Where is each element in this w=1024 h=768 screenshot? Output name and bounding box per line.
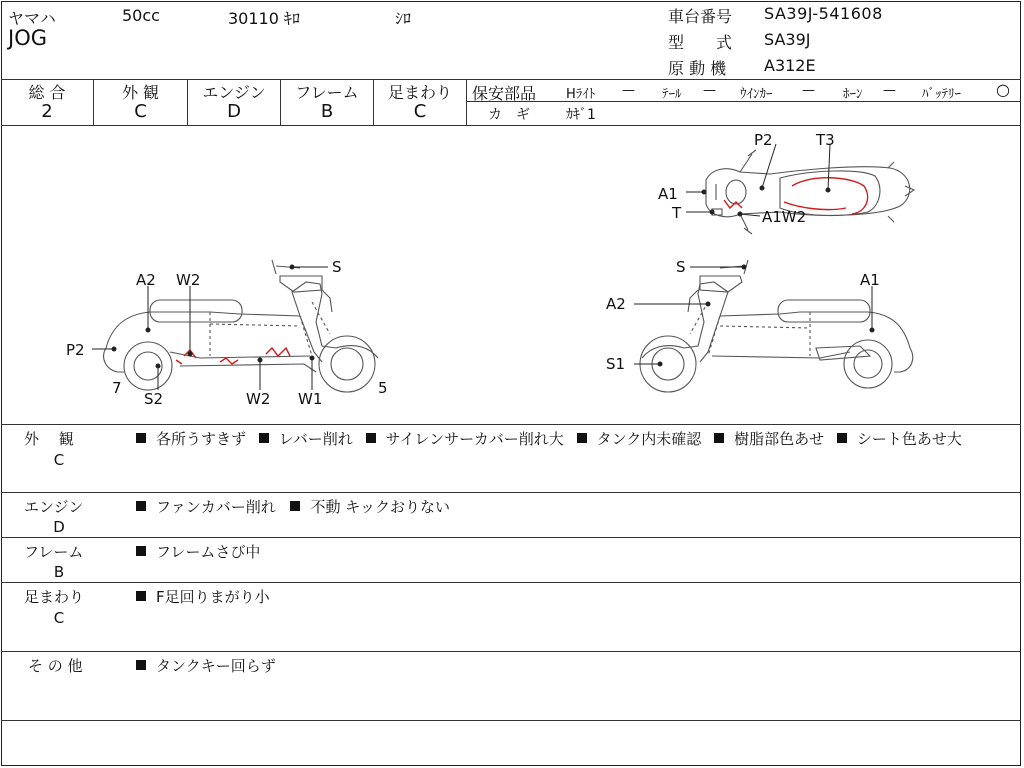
safety-battery-value: ○ — [996, 80, 1010, 99]
chassis-label: 車台番号 — [668, 7, 733, 26]
grade-overall-label: 総 合 — [28, 83, 66, 102]
divider — [1, 537, 1021, 538]
safety-headlight-label: Hﾗｲﾄ — [566, 87, 596, 102]
mileage: 30110 ｷﾛ — [228, 9, 300, 28]
divider — [1, 582, 1021, 583]
grade-engine-label: エンジン — [202, 83, 266, 102]
label-top-p2: P2 — [754, 131, 773, 149]
remark-item: タンクキー回らず — [156, 657, 276, 675]
label-left-7: 7 — [112, 379, 122, 397]
divider — [1, 424, 1021, 425]
divider — [1, 651, 1021, 652]
engine-value: A312E — [764, 56, 816, 75]
label-right-s: S — [676, 258, 686, 276]
grade-frame-label: フレーム — [295, 83, 359, 102]
bullet-icon — [136, 433, 146, 443]
color: ｼﾛ — [395, 9, 412, 28]
safety-winker-label: ｳｲﾝｶｰ — [740, 87, 773, 102]
divider — [1, 492, 1021, 493]
divider — [1, 720, 1021, 721]
label-top-t3: T3 — [816, 131, 835, 149]
damage-marks — [176, 178, 868, 364]
remark-other-category: そ の 他 — [28, 657, 83, 675]
remark-exterior-category: 外 観 — [24, 430, 74, 448]
grade-frame-value: B — [320, 101, 334, 122]
safety-headlight-value: — — [622, 83, 635, 98]
safety-battery-label: ﾊﾞｯﾃﾘｰ — [922, 87, 961, 102]
bullet-icon — [136, 501, 146, 511]
bullet-icon — [366, 433, 376, 443]
remark-frame-items — [136, 541, 260, 563]
label-left-p2: P2 — [66, 341, 85, 359]
remark-item: 樹脂部色あせ — [734, 430, 825, 448]
label-left-s2: S2 — [144, 390, 164, 408]
bullet-icon — [714, 433, 724, 443]
bullet-icon — [577, 433, 587, 443]
bullet-icon — [136, 660, 146, 670]
label-left-w1: W1 — [298, 390, 323, 408]
remark-other-items — [136, 655, 276, 677]
safety-tail-value: — — [703, 83, 716, 98]
bullet-icon — [136, 546, 146, 556]
label-left-w2-top: W2 — [176, 271, 201, 289]
label-right-a1: A1 — [860, 271, 880, 289]
grade-overall-value: 2 — [41, 101, 53, 122]
remark-item: F足回りまがり小 — [156, 588, 270, 606]
remark-item: タンク内未確認 — [596, 430, 702, 448]
grade-suspension-label: 足まわり — [387, 83, 452, 102]
remark-item: シート色あせ大 — [856, 430, 962, 448]
grade-exterior-value: C — [134, 101, 147, 122]
bullet-icon — [259, 433, 269, 443]
label-right-s1: S1 — [606, 355, 626, 373]
remark-item: 各所うすきず — [156, 430, 247, 448]
remark-item: サイレンサーカバー削れ大 — [385, 430, 564, 448]
type-value: SA39J — [764, 30, 811, 49]
grade-engine-value: D — [227, 101, 241, 122]
remark-suspension-grade: C — [53, 609, 65, 627]
remark-suspension-category: 足まわり — [24, 588, 85, 606]
engine-label: 原 動 機 — [668, 59, 727, 78]
type-label: 型 式 — [668, 33, 733, 52]
label-top-a1w2: A1W2 — [762, 208, 807, 226]
safety-winker-value: — — [802, 83, 815, 98]
safety-title: 保安部品 — [472, 84, 537, 103]
displacement: 50cc — [122, 6, 160, 25]
grade-exterior-label: 外 観 — [121, 83, 160, 102]
remark-item: 不動 キックおりない — [310, 498, 450, 516]
chassis-value: SA39J-541608 — [764, 4, 883, 23]
remark-exterior-grade: C — [53, 451, 65, 469]
safety-horn-label: ﾎｰﾝ — [843, 87, 863, 102]
label-top-t: T — [672, 204, 682, 222]
safety-tail-label: ﾃｰﾙ — [662, 87, 682, 102]
grade-suspension-value: C — [413, 101, 427, 122]
safety-horn-value: — — [883, 83, 896, 98]
scooter-top-view — [706, 150, 914, 234]
remark-engine-grade: D — [53, 518, 65, 536]
remark-suspension-items — [136, 586, 270, 608]
remark-exterior-items — [136, 428, 1006, 450]
label-left-s: S — [332, 258, 342, 276]
bullet-icon — [290, 501, 300, 511]
remark-engine-category: エンジン — [24, 498, 84, 516]
label-left-a2: A2 — [136, 271, 156, 289]
model-name: JOG — [8, 26, 47, 50]
remark-item: フレームさび中 — [156, 543, 261, 561]
maker: ヤマハ — [8, 9, 56, 28]
key-value: ｶｷﾞ1 — [566, 107, 596, 123]
remark-item: レバー削れ — [278, 430, 353, 448]
bullet-icon — [837, 433, 847, 443]
label-left-5: 5 — [378, 379, 388, 397]
label-left-w2-bottom: W2 — [246, 390, 271, 408]
divider — [466, 79, 467, 125]
remark-engine-items — [136, 496, 450, 518]
remark-item: ファンカバー削れ — [156, 498, 276, 516]
remark-frame-grade: B — [53, 563, 65, 581]
bullet-icon — [136, 591, 146, 601]
label-right-a2: A2 — [606, 295, 626, 313]
remark-frame-category: フレーム — [24, 543, 84, 561]
key-label: カ ギ — [488, 107, 530, 123]
label-top-a1: A1 — [658, 185, 678, 203]
